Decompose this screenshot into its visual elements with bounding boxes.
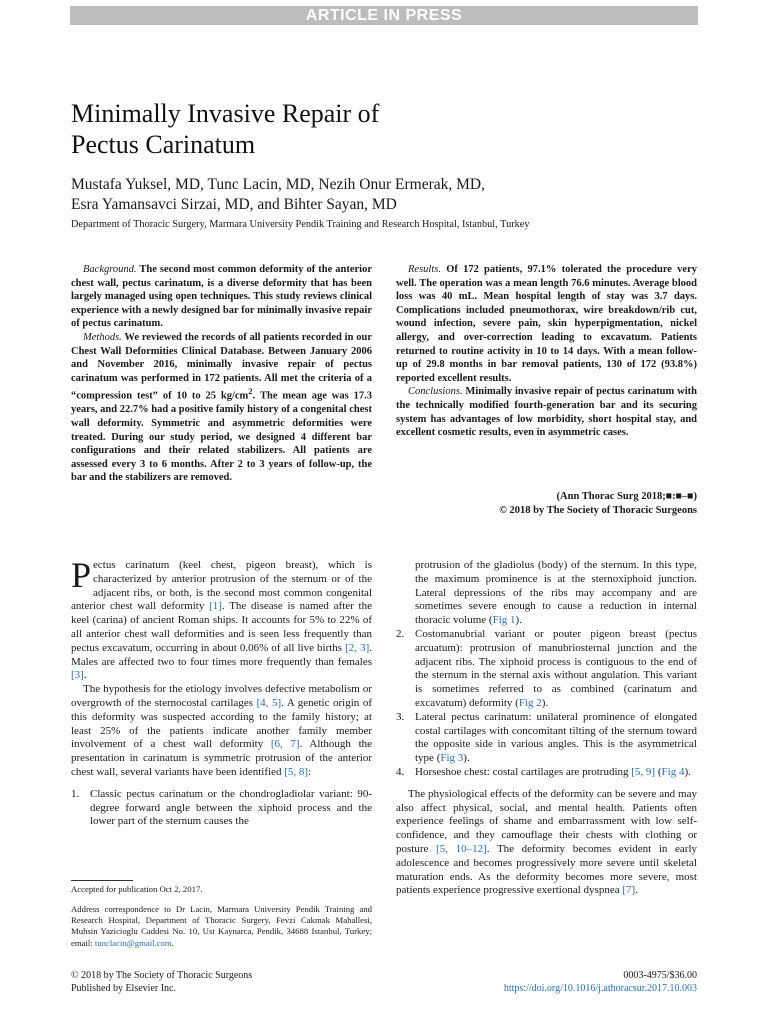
item-number: 2. xyxy=(396,627,405,640)
title-line-2: Pectus Carinatum xyxy=(71,130,256,159)
methods-text-b: . The mean age was 17.3 years, and 22.7% had a positive family history of a congenital chest wall deformity. Symmetric and asymmetric deformities were treated. During our study period, we designed 4 different bar configurations and their related stabilizers. All patients are assessed every 3 to 6 months. After 2 to 3 years of follow-up, the bar and the stabilizers are removed. xyxy=(71,390,372,484)
results-text: Of 172 patients, 97.1% tolerated the procedure very well. The operation was a mean length 76.6 minutes. Average blood loss was 40 mL. Mean hospital length of stay was 3.7 days. Complications included pneumothorax, wire breakdown/rib cut, wound infection, severe pain, skin hyperpigmentation, nickel allergy, and over-correction leading to excavatum. Patients returned to routine activity in 10 to 14 days. With a mean follow-up of 29.8 months in bar removal patients, 130 of 172 (93.8%) reported excellent results. xyxy=(396,264,697,384)
p1-text-b: . The disease is named after the keel (carina) of ancient Roman ships. It accounts for 5% to 22% of all anterior chest wall deformities and is seen less frequently than pectus excavatum, occurring in about 0.06% of all live births xyxy=(71,600,372,654)
abstract-methods xyxy=(71,331,372,485)
title-line-1: Minimally Invasive Repair of xyxy=(71,99,380,128)
p1-text-d: . xyxy=(83,669,87,682)
p2-text-d: : xyxy=(308,765,312,778)
article-in-press-banner: ARTICLE IN PRESS xyxy=(70,6,698,25)
p3-text-b: . The deformity becomes evident in early adolescence and becomes progressively more severe until skeletal maturation ends. As the deformity becomes more severe, most patients experience progressive exertional dyspnea xyxy=(396,842,698,897)
reference-link[interactable]: [7] xyxy=(622,884,636,897)
p2-text-c: . Although the presentation in carinatum is symmetric protrusion of the anterior chest wall, several variants have been identified xyxy=(71,738,373,778)
reference-link[interactable]: [1] xyxy=(209,600,222,613)
conclusions-text: Minimally invasive repair of pectus carinatum with the technically modified fourth-generation bar and its securing system has advantages of low morbidity, short hospital stay, and excellent cosmetic results, even in asymmetric cases. xyxy=(396,386,697,439)
email-link[interactable]: tunclacin@gmail.com xyxy=(94,937,172,948)
item-number: 1. xyxy=(71,787,80,800)
item4-text-b: ( xyxy=(655,765,662,778)
footnote-accepted: Accepted for publication Oct 2, 2017. xyxy=(71,884,203,894)
variant-list-item-1-continued xyxy=(396,559,697,628)
abstract-right-column xyxy=(396,263,697,440)
p1-text-c: . Males are affected two to four times more frequently than females xyxy=(71,641,373,668)
abstract-background xyxy=(71,263,372,331)
correspondence-end: . xyxy=(171,937,174,948)
methods-text-a: We reviewed the records of all patients recorded in our Chest Wall Deformities Clinical Database. Between January 2006 and November 2016, minimally invasive repair of pectus carinatum was performed in 172 patients. All met the criteria of a “compression test” of 10 to 25 kg/cm xyxy=(71,331,372,402)
item1-cont-text: protrusion of the gladiolus (body) of the sternum. In this type, the maximum prominence is at the sternoxiphoid junction. Lateral depressions of the ribs may accompany and are sometimes severe enough to cause a reduction in internal thoracic volume ( xyxy=(415,559,697,627)
p3-text-c: . xyxy=(635,884,638,897)
variant-list-item-1 xyxy=(71,788,372,829)
figure-link[interactable]: Fig 4 xyxy=(661,765,685,778)
p2-text-b: . A genetic origin of this deformity was suspected according to the family history; at least 25% of the patients indicate another family member involvement of a chest wall deformity xyxy=(71,696,372,751)
spacer xyxy=(396,780,697,788)
p2-text-a: The hypothesis for the etiology involves defective metabolism or overgrowth of the sternocostal cartilages xyxy=(71,683,372,709)
abstract-left-column xyxy=(71,263,372,485)
item2-text: Costomanubrial variant or pouter pigeon breast (pectus arcuatum): protrusion of manubriosternal junction and the adjacent ribs. The xiphoid process is contiguous to the end of the sternum in the sternal axis without angulation. This variant is sometimes referred to as combined (carinatum and excavatum) deformity ( xyxy=(415,627,697,709)
p3-text-a: The physiological effects of the deformity can be severe and may also affect physical, social, and mental health. Patients often experience feelings of shame and embarrassment with low self-confidence, and they camouflage their chests with clothing or posture xyxy=(396,787,697,855)
item-number: 4. xyxy=(396,765,405,778)
citation-line-2: © 2018 by The Society of Thoracic Surgeons xyxy=(499,505,697,516)
item2-end: ). xyxy=(541,696,549,709)
footer-copyright xyxy=(71,970,252,995)
physiology-paragraph xyxy=(396,788,697,898)
authors-line-1: Mustafa Yuksel, MD, Tunc Lacin, MD, Nezih Onur Ermerak, MD, xyxy=(71,176,485,193)
item1-cont-end: ). xyxy=(515,614,522,627)
footnote-correspondence xyxy=(71,904,372,949)
results-label: Results. xyxy=(408,264,441,275)
item4-text: Horseshoe chest: costal cartilages are protruding xyxy=(415,765,632,778)
figure-link[interactable]: Fig 2 xyxy=(518,696,542,709)
figure-link[interactable]: Fig 3 xyxy=(440,752,464,765)
doi-link[interactable]: https://doi.org/10.1016/j.athoracsur.2017.10.003 xyxy=(503,982,697,994)
reference-link[interactable]: [2, 3] xyxy=(345,641,370,654)
footer-doi-block xyxy=(504,970,697,995)
figure-link[interactable]: Fig 1 xyxy=(492,614,516,627)
body-left-column xyxy=(71,555,373,829)
reference-link[interactable]: [4, 5] xyxy=(256,696,282,709)
abstract-conclusions xyxy=(396,385,697,439)
reference-link[interactable]: [5, 8] xyxy=(284,765,309,778)
methods-superscript: 2 xyxy=(248,386,253,397)
variant-list-item-3 xyxy=(396,711,697,766)
body-right-column xyxy=(396,559,697,898)
reference-link[interactable]: [3] xyxy=(71,669,84,682)
reference-link[interactable]: [6, 7] xyxy=(270,738,300,751)
footer-publisher-line: Published by Elsevier Inc. xyxy=(71,982,176,994)
item3-text: Lateral pectus carinatum: unilateral prominence of elongated costal cartilages with concomitant tilting of the sternum toward the opposite side in various angles. This is the asymmetrical type ( xyxy=(415,710,697,765)
abstract-results xyxy=(396,263,697,385)
footer-issn-price: 0003-4975/$36.00 xyxy=(623,970,697,981)
background-text: The second most common deformity of the anterior chest wall, pectus carinatum, is a diverse deformity that has been largely managed using open techniques. This study reviews clinical experience with a newly designed bar for minimally invasive repair of pectus carinatum. xyxy=(71,264,372,330)
item-number: 3. xyxy=(396,710,405,723)
drop-cap: P xyxy=(71,555,92,595)
reference-link[interactable]: [5, 9] xyxy=(631,765,656,778)
affiliation: Department of Thoracic Surgery, Marmara University Pendik Training and Research Hospital, Istanbul, Turkey xyxy=(71,219,530,230)
citation-line-1: (Ann Thorac Surg 2018;■:■–■) xyxy=(556,491,697,502)
authors-line-2: Esra Yamansavci Sirzai, MD, and Bihter Sayan, MD xyxy=(71,196,397,213)
item3-end: ). xyxy=(463,752,470,765)
intro-paragraph-1 xyxy=(71,555,373,683)
reference-link[interactable]: [5, 10–12] xyxy=(436,842,487,855)
spacer xyxy=(71,780,372,788)
item1-text: Classic pectus carinatum or the chondrogladiolar variant: 90-degree forward angle between the xiphoid process and the lower part of the sternum causes the xyxy=(90,787,372,828)
correspondence-address: Address correspondence to Dr Lacin, Marmara University Pendik Training and Research Hospital, Department of Thoracic Surgery, Fevzi Cakmak Mahallesi, Muhsin Yazicioglu Caddesi No. 10, Ust Kaynarca, Pendik, 34688 Istanbul, Turkey; email: xyxy=(71,904,372,948)
intro-paragraph-2 xyxy=(71,683,372,780)
background-label: Background. xyxy=(83,264,137,275)
footer-copyright-line: © 2018 by The Society of Thoracic Surgeons xyxy=(71,970,253,981)
author-list xyxy=(71,175,631,215)
variant-list-item-4 xyxy=(396,766,697,780)
conclusions-label: Conclusions. xyxy=(408,386,463,398)
item4-end: ). xyxy=(684,765,691,778)
variant-list-item-2 xyxy=(396,628,697,711)
methods-label: Methods. xyxy=(83,331,122,343)
footnote-divider xyxy=(71,880,133,881)
article-title xyxy=(71,98,571,160)
p1-text-a: ectus carinatum (keel chest, pigeon breast), which is characterized by anterior protrusion of the sternum or of the adjacent ribs, or both, is the second most common congenital anterior chest wall deformity xyxy=(71,559,372,613)
journal-citation xyxy=(396,490,697,518)
